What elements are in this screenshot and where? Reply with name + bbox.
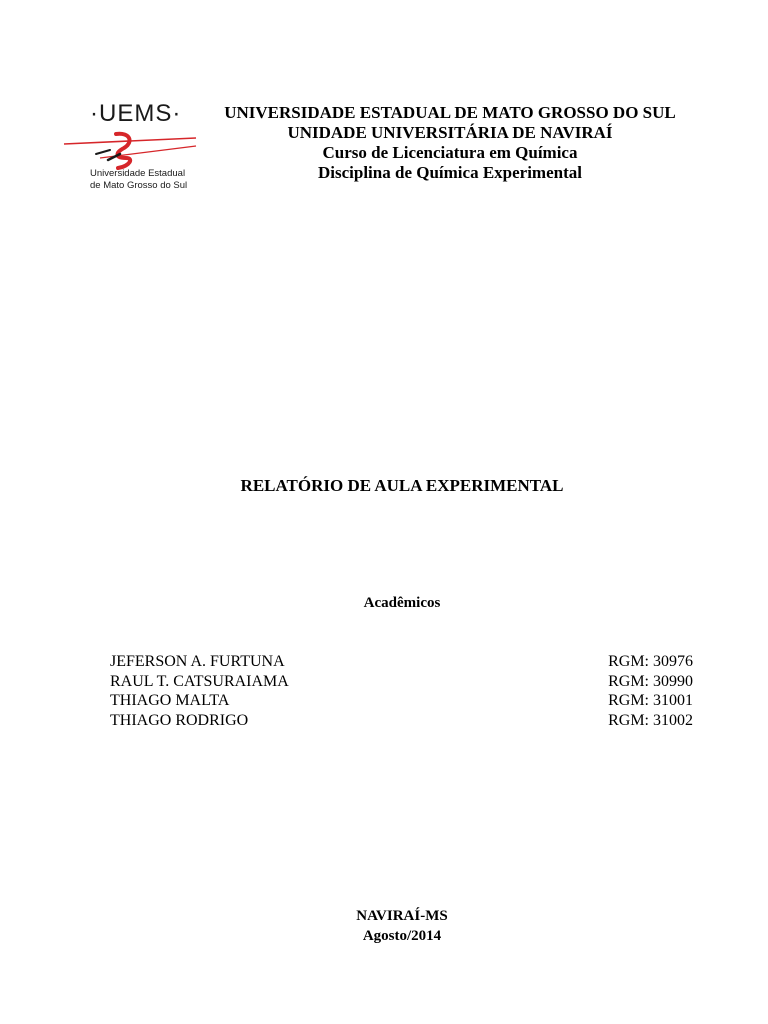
- footer-city: NAVIRAÍ-MS: [356, 908, 448, 924]
- institution-header: [200, 103, 700, 183]
- logo-subtitle-line: Universidade Estadual: [90, 168, 186, 179]
- logo-wordmark: ·UEMS·: [90, 100, 182, 127]
- student-rgm: RGM: 31002: [608, 711, 693, 729]
- report-title: RELATÓRIO DE AULA EXPERIMENTAL: [240, 476, 564, 495]
- student-name: RAUL T. CATSURAIAMA: [110, 672, 289, 690]
- student-row: [110, 711, 693, 731]
- logo-subtitle-line: de Mato Grosso do Sul: [90, 180, 188, 191]
- footer: [0, 906, 768, 946]
- campus-name: UNIDADE UNIVERSITÁRIA DE NAVIRAÍ: [287, 123, 613, 142]
- student-row: [110, 652, 693, 672]
- student-rgm: RGM: 30990: [608, 672, 693, 690]
- student-name: JEFERSON A. FURTUNA: [110, 653, 285, 670]
- logo-subtitle: [90, 168, 187, 192]
- student-row: [110, 691, 693, 711]
- university-name: UNIVERSIDADE ESTADUAL DE MATO GROSSO DO SUL: [224, 103, 676, 122]
- student-rgm: RGM: 30976: [608, 653, 693, 670]
- student-row: [110, 672, 693, 692]
- student-name: THIAGO MALTA: [110, 692, 230, 709]
- discipline-name: Disciplina de Química Experimental: [318, 163, 582, 182]
- course-name: Curso de Licenciatura em Química: [322, 143, 578, 162]
- student-name: THIAGO RODRIGO: [110, 711, 249, 729]
- academicos-heading: Acadêmicos: [363, 595, 441, 611]
- uems-logo: [60, 98, 200, 202]
- footer-date: Agosto/2014: [362, 928, 442, 944]
- student-rgm: RGM: 31001: [608, 692, 693, 709]
- student-list: [110, 652, 693, 730]
